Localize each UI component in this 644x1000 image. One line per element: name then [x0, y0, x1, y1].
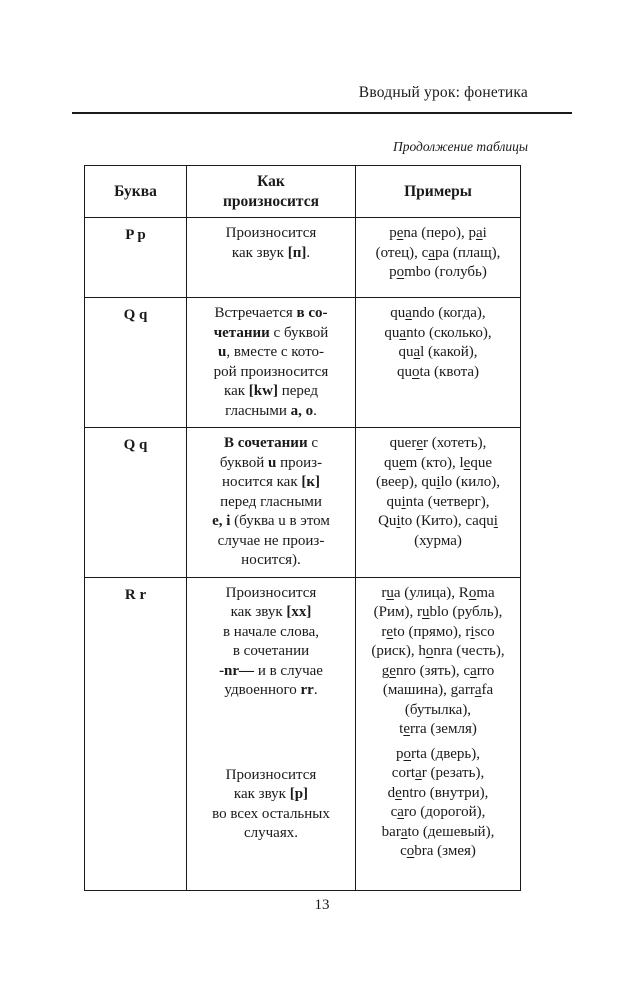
- table-row-q-k: [85, 428, 521, 578]
- pronunciation-cell: [187, 577, 356, 890]
- col-header-pronunciation: Как произносится: [187, 166, 356, 218]
- letter-cell: Q q: [85, 428, 187, 578]
- phonetics-table: [84, 165, 521, 891]
- table-row-q-kw: [85, 298, 521, 428]
- header-rule: [72, 112, 572, 114]
- running-head: Вводный урок: фонетика: [358, 84, 528, 101]
- col-header-examples: Примеры: [356, 166, 521, 218]
- pronunciation-cell: Произносится как звук [п].: [187, 218, 356, 298]
- pronunciation-cell: В сочетании с буквой u произ- носится как [к] перед гласными e, i (буква u в этом случае не произ- носится).: [187, 428, 356, 578]
- examples-block: porta (дверь), cortar (резать), dentro (внутри), caro (дорогой), barato (дешевый), cobra (змея): [381, 745, 495, 859]
- table-row-r: [85, 577, 521, 890]
- letter-cell: Q q: [85, 298, 187, 428]
- table-header-row: [85, 166, 521, 218]
- table-row-p: [85, 218, 521, 298]
- letter-cell: R r: [85, 577, 187, 890]
- examples-cell: quando (когда), quanto (сколько), qual (какой), quota (квота): [356, 298, 521, 428]
- examples-cell: pena (перо), pai (отец), capa (плащ), pombo (голубь): [356, 218, 521, 298]
- examples-cell: querer (хотеть), quem (кто), leque (веер), quilo (кило), quinta (четверг), Quito (Кито), caqui (хурма): [356, 428, 521, 578]
- letter-cell: P p: [85, 218, 187, 298]
- page-number: 13: [314, 897, 330, 913]
- examples-block: rua (улица), Roma (Рим), rublo (рубль), reto (прямо), risco (риск), honra (честь), genro (зять), carro (машина), garrafa (бутылка), terra (земля): [371, 584, 505, 737]
- table-caption: Продолжение таблицы: [392, 139, 528, 154]
- pronunciation-block: Произносится как звук [хх] в начале слова, в сочетании -nr— и в случае удвоенного rr.: [219, 584, 323, 698]
- pronunciation-block: Произносится как звук [р] во всех остальных случаях.: [212, 766, 330, 841]
- col-header-letter: Буква: [85, 166, 187, 218]
- pronunciation-cell: Встречается в со- четании с буквой u, вместе с кото- рой произносится как [kw] перед гласными a, o.: [187, 298, 356, 428]
- examples-cell: [356, 577, 521, 890]
